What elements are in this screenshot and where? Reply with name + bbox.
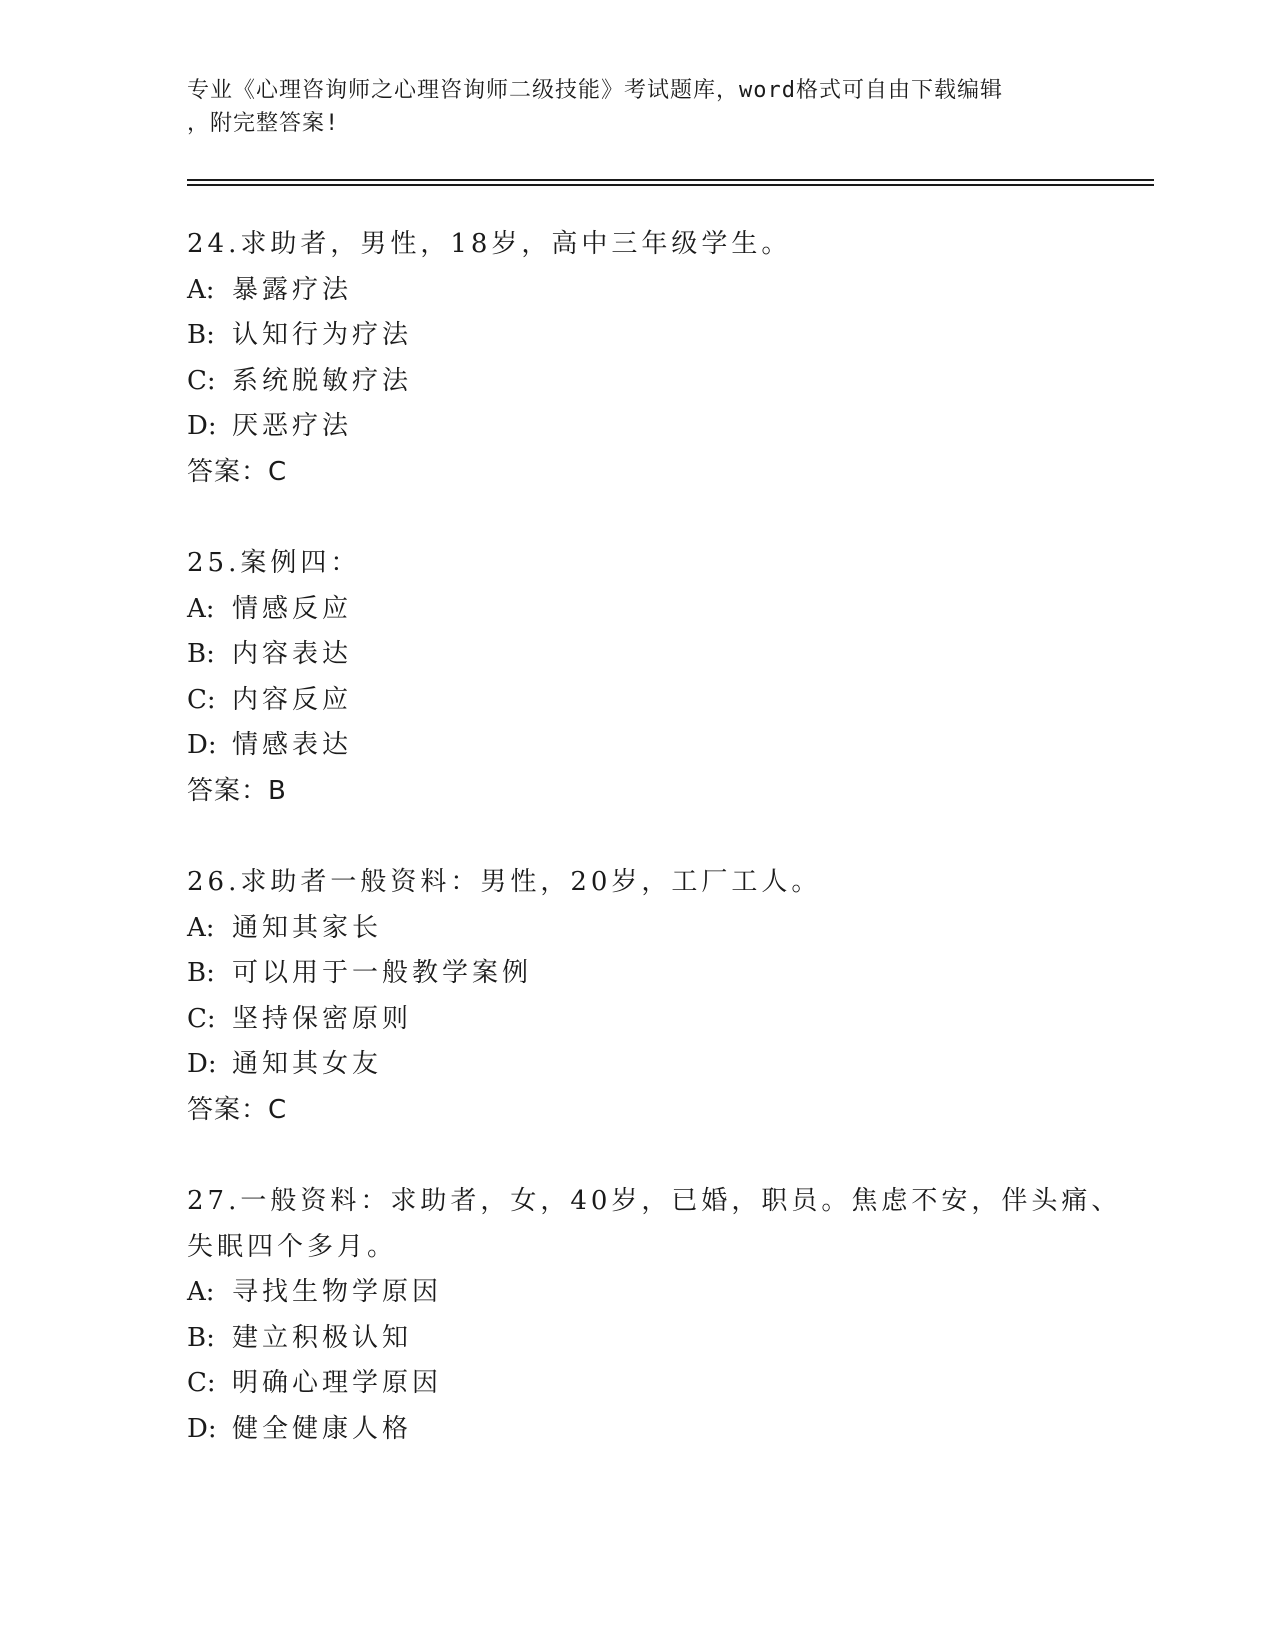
option-b (187, 313, 1087, 359)
option-text: 暴露疗法 (232, 274, 353, 305)
header-line-1: 专业《心理咨询师之心理咨询师二级技能》考试题库，word格式可自由下载编辑 (187, 78, 1003, 103)
option-text: 内容表达 (232, 639, 353, 669)
option-key: A: (187, 912, 215, 943)
option-text: 寻找生物学原因 (232, 1277, 443, 1307)
option-text: 厌恶疗法 (232, 411, 353, 441)
option-key: D: (187, 411, 217, 441)
option-key: D: (187, 1413, 217, 1444)
option-text: 建立积极认知 (232, 1322, 413, 1353)
option-a (187, 587, 1087, 633)
option-text: 内容反应 (232, 684, 353, 715)
option-c (187, 997, 1087, 1043)
option-key: B: (187, 1322, 215, 1353)
option-key: B: (187, 320, 215, 350)
option-text: 可以用于一般教学案例 (232, 958, 533, 988)
option-d (187, 1042, 1087, 1088)
option-text: 通知其女友 (232, 1049, 383, 1079)
option-a (187, 268, 1087, 314)
question-stem: 27.一般资料：求助者，女，40岁，已婚，职员。焦虑不安，伴头痛、 (187, 1186, 1122, 1216)
question-26 (187, 860, 1087, 1133)
option-a (187, 1270, 1087, 1316)
option-key: C: (187, 1368, 216, 1398)
option-c (187, 359, 1087, 405)
option-d (187, 723, 1087, 769)
option-b (187, 951, 1087, 997)
option-c (187, 1361, 1087, 1407)
option-key: B: (187, 958, 215, 988)
option-text: 认知行为疗法 (232, 320, 413, 350)
option-key: A: (187, 593, 215, 624)
option-key: C: (187, 1003, 216, 1034)
option-key: C: (187, 684, 216, 715)
answer: 答案：C (187, 456, 288, 487)
option-d (187, 404, 1087, 450)
option-key: B: (187, 639, 215, 669)
option-key: A: (187, 274, 215, 305)
question-stem: 26.求助者一般资料：男性，20岁，工厂工人。 (187, 867, 822, 897)
header-divider-top (187, 179, 1154, 181)
option-a (187, 906, 1087, 952)
option-b (187, 1316, 1087, 1362)
option-key: D: (187, 1049, 217, 1079)
option-text: 明确心理学原因 (232, 1368, 443, 1398)
header-divider-bottom (187, 184, 1154, 186)
option-text: 健全健康人格 (232, 1413, 413, 1444)
answer: 答案：B (187, 775, 287, 806)
option-text: 情感表达 (232, 730, 353, 760)
option-key: C: (187, 365, 216, 396)
question-stem: 25.案例四： (187, 548, 361, 578)
answer: 答案：C (187, 1094, 288, 1125)
question-25 (187, 541, 1087, 814)
option-key: A: (187, 1277, 215, 1307)
option-b (187, 632, 1087, 678)
question-24 (187, 222, 1087, 495)
question-27 (187, 1179, 1122, 1452)
question-stem: 24.求助者，男性，18岁，高中三年级学生。 (187, 229, 792, 259)
option-text: 通知其家长 (232, 912, 383, 943)
option-text: 情感反应 (232, 593, 353, 624)
option-d (187, 1407, 1087, 1453)
option-text: 坚持保密原则 (232, 1003, 413, 1034)
question-stem-continued: 失眠四个多月。 (187, 1231, 398, 1262)
option-text: 系统脱敏疗法 (232, 365, 413, 396)
option-c (187, 678, 1087, 724)
document-header (187, 74, 1067, 140)
header-line-2: ，附完整答案! (187, 111, 340, 136)
option-key: D: (187, 730, 217, 760)
